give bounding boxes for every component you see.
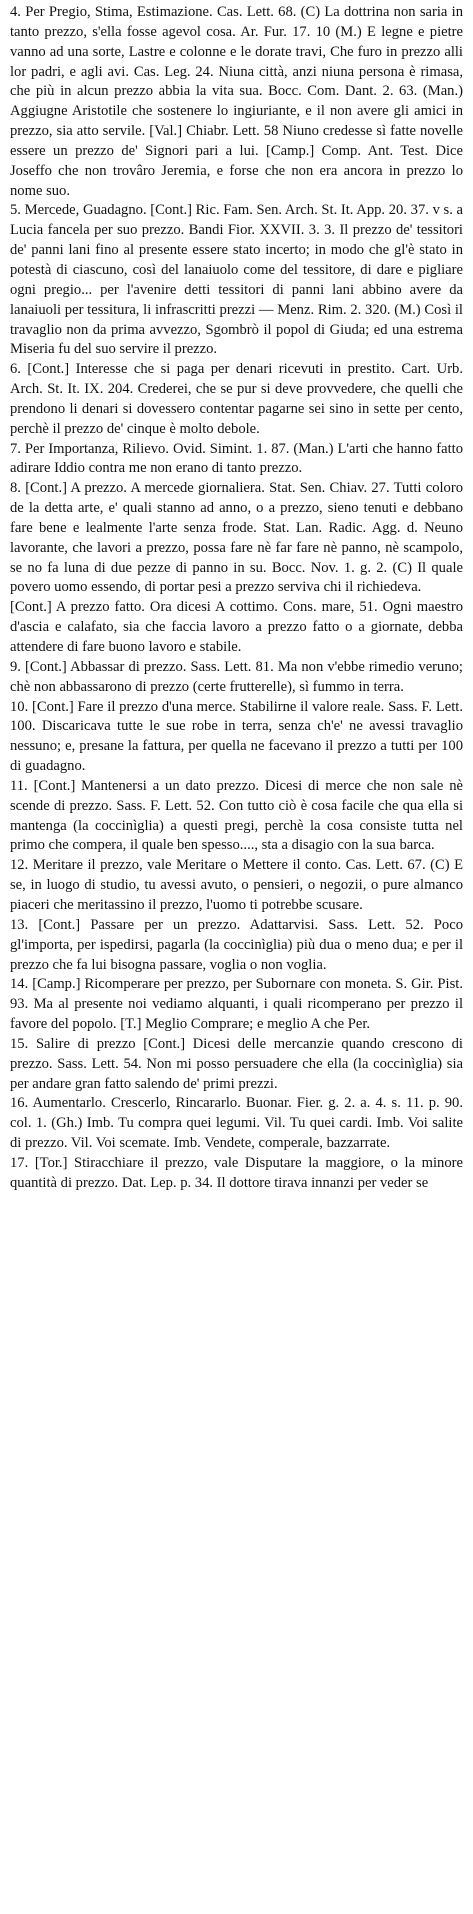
entry-17-stiracchiare: 17. [Tor.] Stiracchiare il prezzo, vale Disputare la maggiore, o la minore quantità di prezzo. Dat. Lep. p. 34. Il dottore tirava innanzi per veder se [10,1154,463,1191]
entry-12-meritare: 12. Meritare il prezzo, vale Meritare o Mettere il conto. Cas. Lett. 67. (C) E se, in luogo di studio, tu avessi avuto, o pensieri, o negozii, o pure almanco piaceri che meritassino il prezzo, l'uomo ti potrebbe scusare. [10,857,463,913]
dictionary-column [10,3,463,1194]
entry-6-interesse: 6. [Cont.] Interesse che si paga per denari ricevuti in prestito. Cart. Urb. Arch. St. It. IX. 204. Crederei, che se pur si deve provvedere, che quelli che prendono li denari si dovessero contentar pagarne sei sino in sette per cento, perchè il prezzo de' cinque è molto debole. [10,361,463,437]
entry-14-ricomperare: 14. [Camp.] Ricomperare per prezzo, per Subornare con moneta. S. Gir. Pist. 93. Ma al presente noi vediamo alquanti, i quali ricomperano per prezzo il favore del popolo. [T.] Meglio Comprare; e meglio A che Per. [10,976,463,1033]
entry-8-a-prezzo: 8. [Cont.] A prezzo. A mercede giornaliera. Stat. Sen. Chiav. 27. Tutti coloro de la detta arte, e' quali stanno ad anno, o a prezzo, sieno tenuti e debbano fare bene e lealmente l'arte senza frode. Stat. Lan. Radic. Agg. d. Neuno lavorante, che lavori a prezzo, possa fare nè far fare nè panno, nè scampolo, se no fa luna di due pezze di panno in su. Bocc. Nov. 1. g. 2. (C) Il quale povero uomo essendo, di portar pesi a prezzo serviva chi il richiedeva. [10,480,463,596]
entry-16-aumentarlo: 16. Aumentarlo. Crescerlo, Rincararlo. Buonar. Fier. g. 2. a. 4. s. 11. p. 90. col. 1. (Gh.) Imb. Tu compra quei legumi. Vil. Tu quei cardi. Imb. Voi salite di prezzo. Vil. Voi scemate. Imb. Vendete, comperale, bazzarrate. [10,1095,463,1152]
entry-4-pregio: 4. Per Pregio, Stima, Estimazione. Cas. Lett. 68. (C) La dottrina non saria in tanto prezzo, s'ella fosse agevol cosa. Ar. Fur. 17. 10 (M.) E legne e pietre vanno ad una sorte, Lastre e colonne e le dorate travi, Che furo in prezzo alli lor padri, e agli avi. Cas. Leg. 24. Niuna città, anzi niuna persona è rimasa, che più in alcun prezzo abbia la vita sua. Bocc. Com. Dant. 2. 63. (Man.) Aggiugne Aristotile che sostenere lo ingiuriante, e il non avere gli amici in prezzo, sia atto servile. [Val.] Chiabr. Lett. 58 Niuno credesse sì fatte novelle essere un prezzo de' Signori pari a lui. [Camp.] Comp. Ant. Test. Dice Joseffo che non trovâro Jeremia, e forse che non era ancora in prezzo lo nome suo. [10,4,463,199]
entry-5-mercede: 5. Mercede, Guadagno. [Cont.] Ric. Fam. Sen. Arch. St. It. App. 20. 37. v s. a Lucia fancela per suo prezzo. Bandi Fior. XXVII. 3. 3. Il prezzo de' tessitori de' panni lani fino al presente essere stato incerto; in modo che gl'è stato in potestà di ciascuno, così del lanaiuolo come del tessitore, di dare e pigliare ogni pregio... per l'avenire detti tessitori di panni lani abbino avere da lanaiuoli per tessitura, li infrascritti prezzi — Menz. Rim. 2. 320. (M.) Così il travaglio non da prima avvezzo, Sgombrò il popol di Giuda; ed una estrema Miseria fu del suo servire il prezzo. [10,202,463,358]
entry-a-prezzo-fatto: [Cont.] A prezzo fatto. Ora dicesi A cottimo. Cons. mare, 51. Ogni maestro d'ascia e calafato, sia che faccia lavoro a prezzo fatto o a giornate, debba attendere di fare buono lavoro e stabile. [10,599,463,655]
entry-11-mantenersi: 11. [Cont.] Mantenersi a un dato prezzo. Dicesi di merce che non sale nè scende di prezzo. Sass. F. Lett. 52. Con tutto ciò è cosa facile che qua ella si mantenga (la coccinìglia) a questi pregi, perchè la cosa consiste tutta nel primo che compera, il quale ben spesso...., sta a disagio con la sua barca. [10,777,463,854]
entry-7-importanza: 7. Per Importanza, Rilievo. Ovid. Simint. 1. 87. (Man.) L'arti che hanno fatto adirare Iddio contra me non erano di tanto prezzo. [10,440,463,477]
entry-9-abbassar: 9. [Cont.] Abbassar di prezzo. Sass. Lett. 81. Ma non v'ebbe rimedio veruno; chè non abbassarono di prezzo (certe frutterelle), sì fummo in terra. [10,658,463,695]
entry-15-salire: 15. Salire di prezzo [Cont.] Dicesi delle mercanzie quando crescono di prezzo. Sass. Lett. 54. Non mi posso persuadere che ella (la coccinìglia) sia per andare gran fatto salendo de' primi prezzi. [10,1035,463,1092]
entry-10-fare-il-prezzo: 10. [Cont.] Fare il prezzo d'una merce. Stabilirne il valore reale. Sass. F. Lett. 100. Discaricava tutte le sue robe in terra, senza ch'e' ne avessi travaglio nessuno; e, presane la fattura, per quella ne facevano il prezzo a tutti per 100 di guadagno. [10,698,463,775]
entry-13-passare: 13. [Cont.] Passare per un prezzo. Adattarvisi. Sass. Lett. 52. Poco gl'importa, per ispedirsi, pagarla (la coccinìglia) più dua o meno dua; e per il prezzo che fa lui bisogna passare, voglia o non voglia. [10,916,463,973]
